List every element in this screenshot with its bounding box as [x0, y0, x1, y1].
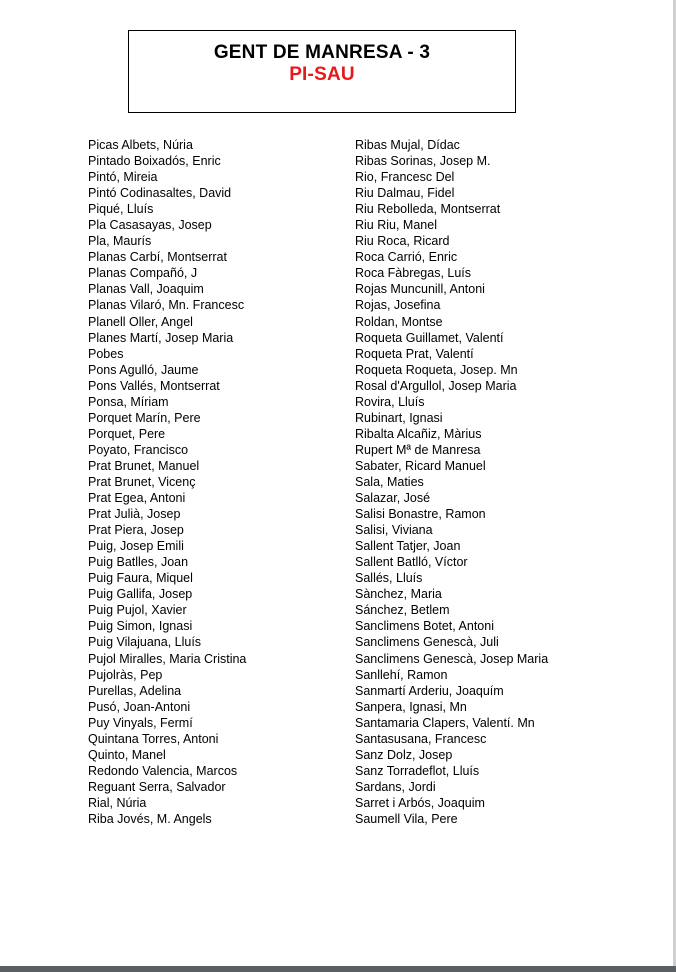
name-entry: Pintó, Mireia: [88, 170, 158, 185]
name-entry: Rial, Núria: [88, 795, 147, 810]
name-entry: Poyato, Francisco: [88, 442, 189, 457]
name-entry: Purellas, Adelina: [88, 683, 182, 698]
name-entry: Ribas Mujal, Dídac: [355, 138, 460, 152]
name-entry: Roca Carrió, Enric: [355, 250, 458, 265]
name-entry: Pintó Codinasaltes, David: [88, 186, 232, 201]
name-entry: Sanmartí Arderiu, Joaquím: [355, 683, 504, 698]
name-entry: Rosal d'Argullol, Josep Maria: [355, 378, 517, 393]
name-entry: Saumell Vila, Pere: [355, 811, 458, 826]
name-entry: Puig Faura, Miquel: [88, 571, 193, 586]
name-entry: Pujolràs, Pep: [88, 667, 163, 682]
page-subtitle: PI-SAU: [289, 64, 355, 85]
name-entry: Planes Martí, Josep Maria: [88, 330, 234, 345]
name-entry: Sanllehí, Ramon: [355, 667, 448, 682]
name-entry: Puig, Josep Emili: [88, 539, 184, 554]
name-entry: Sallent Tatjer, Joan: [355, 539, 461, 554]
name-entry: Sanclimens Botet, Antoni: [355, 619, 494, 634]
name-entry: Salazar, José: [355, 491, 431, 506]
name-entry: Quinto, Manel: [88, 747, 166, 762]
name-entry: Sanclimens Genescà, Juli: [355, 635, 499, 650]
name-entry: Riu Riu, Manel: [355, 218, 437, 233]
name-entry: Puy Vinyals, Fermí: [88, 715, 193, 730]
name-entry: Pla, Maurís: [88, 234, 152, 249]
name-entry: Sanz Torradeflot, Lluís: [355, 763, 480, 778]
page-title: GENT DE MANRESA - 3: [213, 42, 431, 63]
bottom-bar: [0, 966, 676, 972]
name-entry: Prat Brunet, Manuel: [88, 458, 200, 473]
name-entry: Roqueta Prat, Valentí: [355, 346, 474, 361]
name-entry: Puig Pujol, Xavier: [88, 603, 187, 618]
name-entry: Porquet, Pere: [88, 426, 166, 441]
name-entry: Sala, Maties: [355, 474, 424, 489]
name-entry: Sallés, Lluís: [355, 571, 423, 586]
title-box: [128, 30, 516, 113]
name-entry: Puig Gallifa, Josep: [88, 587, 193, 602]
name-entry: Reguant Serra, Salvador: [88, 779, 226, 794]
name-entry: Santasusana, Francesc: [355, 731, 487, 746]
names-column-right: [355, 137, 645, 827]
name-entry: Sanpera, Ignasi, Mn: [355, 699, 467, 714]
name-entry: Planas Carbí, Montserrat: [88, 250, 227, 265]
name-entry: Roqueta Roqueta, Josep. Mn: [355, 362, 518, 377]
name-entry: Rovira, Lluís: [355, 394, 425, 409]
name-entry: Pobes: [88, 346, 124, 361]
name-entry: Porquet Marín, Pere: [88, 410, 201, 425]
name-entry: Sànchez, Maria: [355, 587, 442, 602]
name-entry: Ribalta Alcañiz, Màrius: [355, 426, 482, 441]
name-entry: Santamaria Clapers, Valentí. Mn: [355, 715, 535, 730]
name-entry: Sanz Dolz, Josep: [355, 747, 453, 762]
name-entry: Puig Batlles, Joan: [88, 555, 189, 570]
name-entry: Riba Jovés, M. Angels: [88, 811, 212, 826]
name-entry: Pons Vallés, Montserrat: [88, 378, 220, 393]
name-entry: Prat Egea, Antoni: [88, 491, 186, 506]
name-entry: Rojas Muncunill, Antoni: [355, 282, 485, 297]
names-column-left: [88, 137, 338, 827]
name-entry: Prat Brunet, Vicenç: [88, 474, 196, 489]
name-entry: Planas Compañó, J: [88, 266, 198, 281]
name-entry: Salisi, Viviana: [355, 523, 433, 538]
name-entry: Salisi Bonastre, Ramon: [355, 507, 486, 522]
name-entry: Pujol Miralles, Maria Cristina: [88, 651, 247, 666]
name-entry: Rio, Francesc Del: [355, 170, 455, 185]
name-entry: Prat Piera, Josep: [88, 523, 184, 538]
name-entry: Riu Rebolleda, Montserrat: [355, 202, 501, 217]
name-entry: Rupert Mª de Manresa: [355, 442, 481, 457]
name-entry: Pusó, Joan-Antoni: [88, 699, 191, 714]
name-entry: Rubinart, Ignasi: [355, 410, 443, 425]
name-entry: Quintana Torres, Antoni: [88, 731, 219, 746]
name-entry: Riu Dalmau, Fidel: [355, 186, 455, 201]
name-entry: Pla Casasayas, Josep: [88, 218, 212, 233]
name-entry: Planas Vilaró, Mn. Francesc: [88, 298, 245, 313]
name-entry: Sardans, Jordi: [355, 779, 436, 794]
name-entry: Riu Roca, Ricard: [355, 234, 450, 249]
name-entry: Sanclimens Genescà, Josep Maria: [355, 651, 549, 666]
name-entry: Puig Simon, Ignasi: [88, 619, 193, 634]
name-entry: Planas Vall, Joaquim: [88, 282, 204, 297]
name-entry: Puig Vilajuana, Lluís: [88, 635, 202, 650]
name-entry: Rojas, Josefina: [355, 298, 441, 313]
name-entry: Sánchez, Betlem: [355, 603, 450, 618]
name-entry: Prat Julià, Josep: [88, 507, 181, 522]
name-entry: Roqueta Guillamet, Valentí: [355, 330, 504, 345]
name-entry: Pons Agulló, Jaume: [88, 362, 199, 377]
name-entry: Piqué, Lluís: [88, 202, 154, 217]
name-entry: Picas Albets, Núria: [88, 138, 193, 152]
name-entry: Sabater, Ricard Manuel: [355, 458, 486, 473]
name-entry: Roca Fàbregas, Luís: [355, 266, 472, 281]
name-entry: Planell Oller, Angel: [88, 314, 193, 329]
name-entry: Roldan, Montse: [355, 314, 443, 329]
name-entry: Pintado Boixadós, Enric: [88, 154, 221, 169]
name-entry: Ponsa, Míriam: [88, 394, 169, 409]
name-entry: Sallent Batlló, Víctor: [355, 555, 468, 570]
name-entry: Ribas Sorinas, Josep M.: [355, 154, 491, 169]
name-entry: Sarret i Arbós, Joaquim: [355, 795, 485, 810]
name-entry: Redondo Valencia, Marcos: [88, 763, 238, 778]
